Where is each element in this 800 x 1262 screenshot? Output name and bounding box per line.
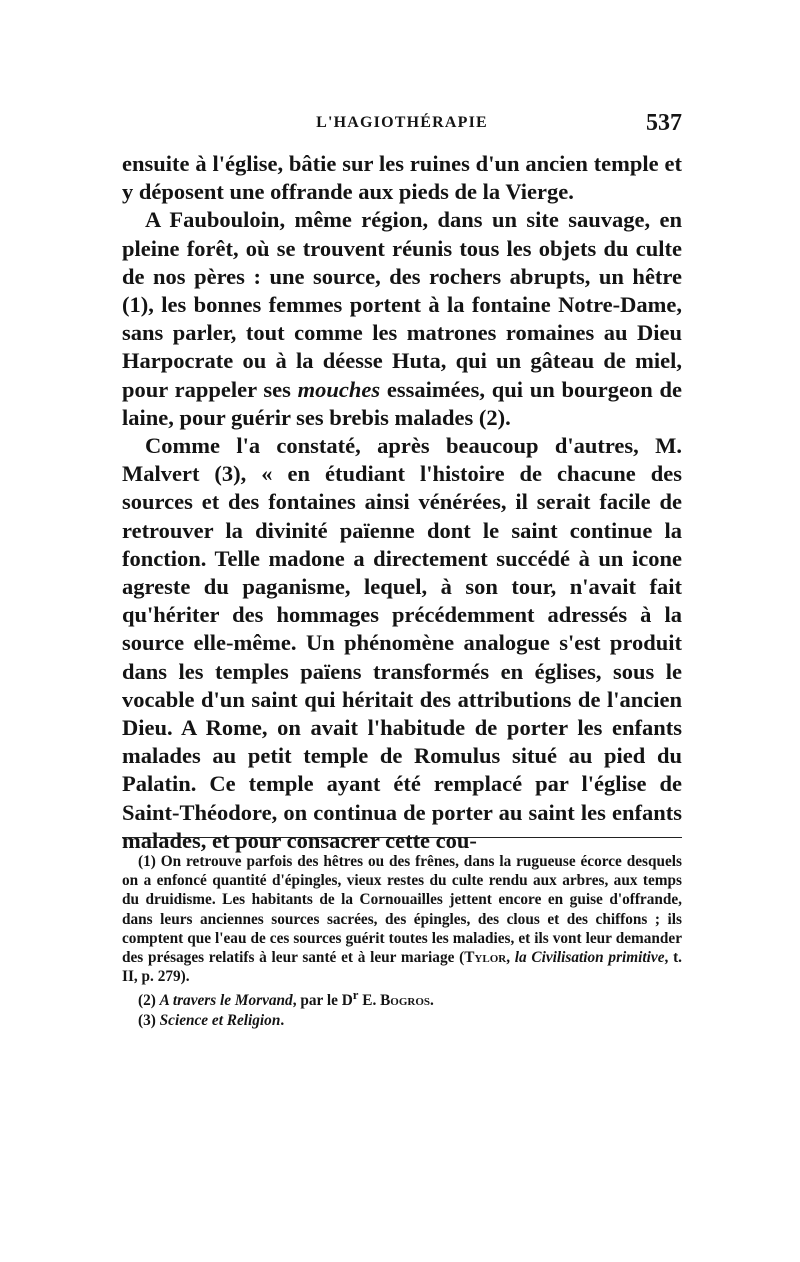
page-number: 537 [646, 110, 682, 136]
page-header [122, 110, 682, 142]
paragraph-1: ensuite à l'église, bâtie sur les ruines d'un ancien temple et y déposent une offrande aux pieds de la Vierge. [122, 151, 682, 205]
paragraph-2-italic: mouches [297, 376, 381, 402]
footnote-1-text: (1) On retrouve parfois des hêtres ou des frênes, dans la rugueuse écorce desquels on a enfoncé quantité d'épingles, vieux restes du culte rendu aux arbres, aux temps du druidisme. Les habitants de la Cornouailles jettent encore en guise d'offrande, dans leurs anciennes sources sacrées, des épingles, des clous et des chiffons ; ils comptent que l'eau de ces sources guérit toutes les maladies, et ils vont leur demander des présages relatifs à leur santé et à leur mariage ( [122, 853, 682, 967]
footnote-2 [122, 986, 682, 1010]
paragraph-2-text: A Faubouloin, même région, dans un site sauvage, en pleine forêt, où se trouvent réunis tous les objets du culte de nos pères : une source, des rochers abrupts, un hêtre (1), les bonnes femmes portent à la fontaine Notre-Dame, sans parler, tout comme les matrones romaines au Dieu Harpocrate ou à la déesse Huta, qui un gâteau de miel, pour rappeler ses [122, 207, 682, 402]
running-title: L'HAGIOTHÉRAPIE [316, 114, 488, 131]
footnote-2-title: A travers le Morvand [159, 992, 293, 1010]
footnote-1-author: Tylor [464, 949, 507, 967]
footnote-3-title: Science et Religion [159, 1011, 281, 1029]
main-text [122, 150, 682, 855]
paragraph-2 [122, 206, 682, 432]
footnote-3 [122, 1011, 682, 1030]
paragraph-2-text-end: essaimées, qui un bourgeon de laine, pour guérir ses brebis malades (2). [122, 376, 682, 430]
footnote-divider [122, 837, 682, 838]
footnote-2-number: (2) [138, 992, 160, 1010]
footnote-2-superscript: r [352, 988, 359, 1003]
footnote-1-separator: , [506, 949, 515, 967]
footnote-1-title: la Civilisation primitive [514, 949, 665, 967]
footnote-2-author: E. Bogros [358, 992, 431, 1010]
footnote-2-text: , par le D [292, 992, 353, 1010]
paragraph-3: Comme l'a constaté, après beaucoup d'autres, M. Malvert (3), « en étudiant l'histoire de chacune des sources et des fontaines ainsi vénérées, il serait facile de retrouver la divinité païenne dont le saint continue la fonction. Telle madone a directement succédé à un icone agreste du paganisme, lequel, à son tour, n'avait fait qu'hériter des hommages précédemment adressés à la source elle-même. Un phénomène analogue s'est produit dans les temples païens transformés en églises, sous le vocable d'un saint qui héritait des attributions de l'ancien Dieu. A Rome, on avait l'habitude de porter les enfants malades au petit temple de Romulus situé au pied du Palatin. Ce temple ayant été remplacé par l'église de Saint-Théodore, on continua de porter au saint les enfants malades, et pour consacrer cette cou- [122, 433, 682, 853]
footnote-3-number: (3) [138, 1011, 160, 1029]
footnote-1 [122, 852, 682, 986]
footnote-1-end: , t. II, p. 279). [122, 949, 682, 986]
footnote-2-end: . [430, 992, 434, 1010]
footnote-3-end: . [280, 1011, 285, 1029]
footnotes [122, 852, 682, 1030]
